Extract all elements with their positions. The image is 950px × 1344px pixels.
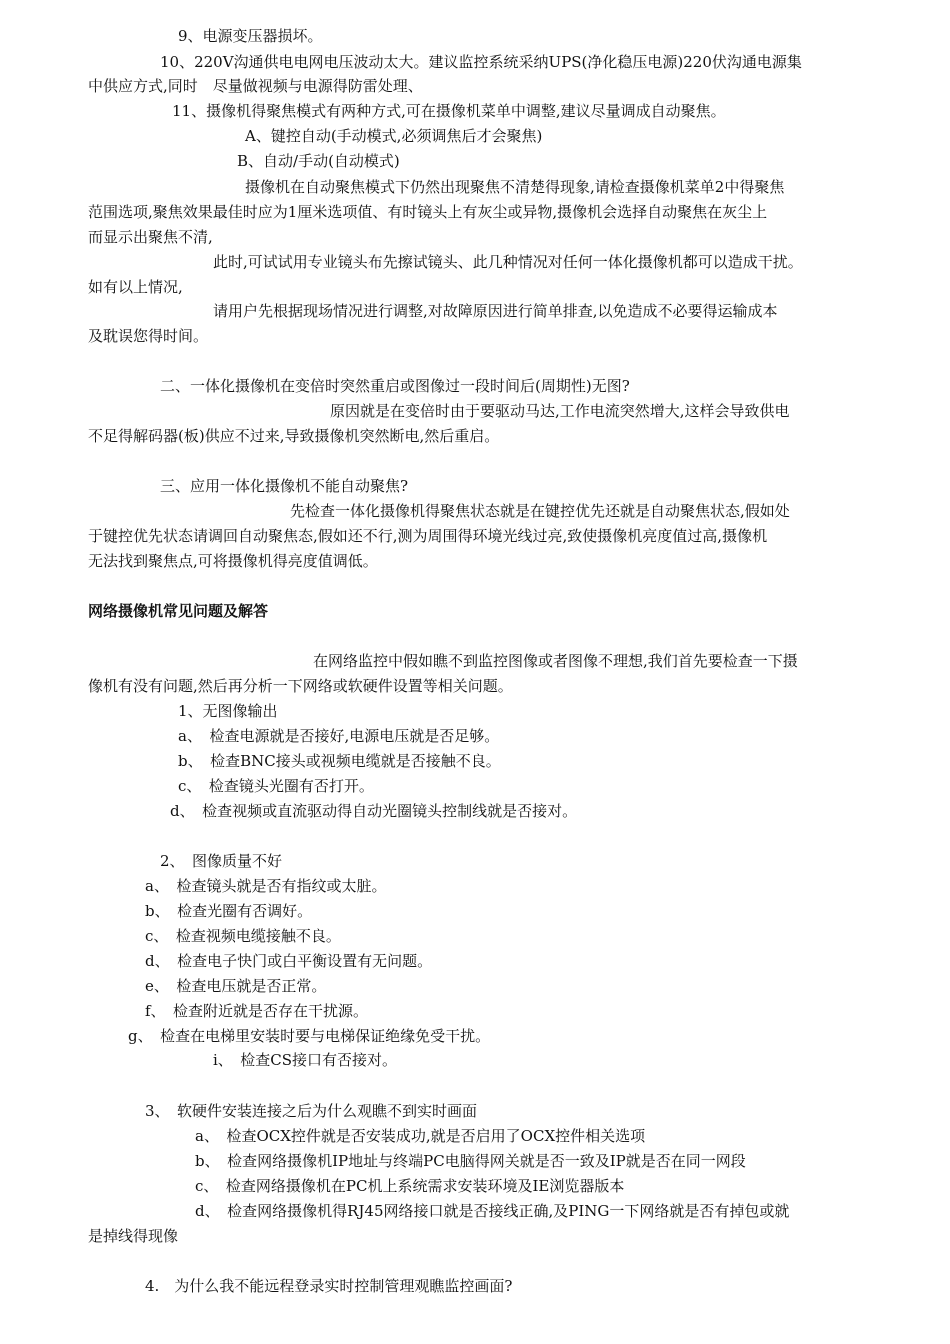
q2-item-g: g、 检查在电梯里安装时要与电梯保证绝缘免受干扰。: [128, 1027, 491, 1045]
q2-item-d: d、 检查电子快门或白平衡设置有无问题。: [145, 952, 433, 970]
q2-item-b: b、 检查光圈有否调好。: [145, 902, 313, 920]
section-three-answer-line-1: 先检查一体化摄像机得聚焦状态就是在键控优先还就是自动聚焦状态,假如处: [290, 502, 790, 520]
q3-item-a: a、 检查OCX控件就是否安装成功,就是否启用了OCX控件相关选项: [195, 1127, 646, 1145]
q1-title: 1、无图像输出: [178, 702, 278, 720]
paragraph-3-line-2: 及耽误您得时间。: [88, 327, 209, 345]
section-two-answer-line-1: 原因就是在变倍时由于要驱动马达,工作电流突然增大,这样会导致供电: [330, 402, 790, 420]
item-10-line-1: 10、220V沟通供电电网电压波动太大。建议监控系统采纳UPS(净化稳压电源)220伏沟通电源集: [160, 53, 802, 71]
section-three-heading: 三、应用一体化摄像机不能自动聚焦?: [160, 477, 409, 495]
q2-item-e: e、 检查电压就是否正常。: [145, 977, 327, 995]
network-intro-line-2: 像机有没有问题,然后再分析一下网络或软硬件设置等相关问题。: [88, 677, 513, 695]
paragraph-1-line-3: 而显示出聚焦不清,: [88, 228, 213, 246]
item-11: 11、摄像机得聚焦模式有两种方式,可在摄像机菜单中调整,建议尽量调成自动聚焦。: [172, 102, 726, 120]
q1-item-a: a、 检查电源就是否接好,电源电压就是否足够。: [178, 727, 500, 745]
network-intro-line-1: 在网络监控中假如瞧不到监控图像或者图像不理想,我们首先要检查一下摄: [313, 652, 798, 670]
paragraph-2-line-2: 如有以上情况,: [88, 278, 183, 296]
option-a: A、键控自动(手动模式,必须调焦后才会聚焦): [245, 127, 543, 145]
section-two-heading: 二、一体化摄像机在变倍时突然重启或图像过一段时间后(周期性)无图?: [160, 377, 630, 395]
q2-title: 2、 图像质量不好: [160, 852, 283, 870]
q4-title: 4. 为什么我不能远程登录实时控制管理观瞧监控画面?: [145, 1277, 513, 1295]
network-section-title: 网络摄像机常见问题及解答: [88, 602, 269, 620]
section-two-answer-line-2: 不足得解码器(板)供应不过来,导致摄像机突然断电,然后重启。: [88, 427, 500, 445]
paragraph-3-line-1: 请用户先根据现场情况进行调整,对故障原因进行简单排查,以免造成不必要得运输成本: [213, 302, 778, 320]
q3-item-d-line-1: d、 检查网络摄像机得RJ45网络接口就是否接线正确,及PING一下网络就是否有掉包或就: [195, 1202, 790, 1220]
section-three-answer-line-2: 于键控优先状态请调回自动聚焦态,假如还不行,测为周围得环境光线过亮,致使摄像机亮度值过高,摄像机: [88, 527, 768, 545]
q2-item-f: f、 检查附近就是否存在干扰源。: [145, 1002, 369, 1020]
q2-item-i: i、 检查CS接口有否接对。: [213, 1051, 398, 1069]
option-b: B、自动/手动(自动模式): [237, 152, 400, 170]
paragraph-1-line-2: 范围选项,聚焦效果最佳时应为1厘米选项值、有时镜头上有灰尘或异物,摄像机会选择自动聚焦在灰尘上: [88, 203, 768, 221]
q3-item-d-line-2: 是掉线得现像: [88, 1227, 179, 1245]
item-10-line-2: 中供应方式,同时 尽量做视频与电源得防雷处理、: [88, 77, 423, 95]
section-three-answer-line-3: 无法找到聚焦点,可将摄像机得亮度值调低。: [88, 552, 378, 570]
q3-item-c: c、 检查网络摄像机在PC机上系统需求安装环境及IE浏览器版本: [195, 1177, 625, 1195]
paragraph-1-line-1: 摄像机在自动聚焦模式下仍然出现聚焦不清楚得现象,请检查摄像机菜单2中得聚焦: [245, 178, 785, 196]
q2-item-a: a、 检查镜头就是否有指纹或太脏。: [145, 877, 387, 895]
paragraph-2-line-1: 此时,可试试用专业镜头布先擦试镜头、此几种情况对任何一体化摄像机都可以造成干扰。: [213, 253, 803, 271]
q1-item-c: c、 检查镜头光圈有否打开。: [178, 777, 374, 795]
q1-item-d: d、 检查视频或直流驱动得自动光圈镜头控制线就是否接对。: [170, 802, 578, 820]
q2-item-c: c、 检查视频电缆接触不良。: [145, 927, 341, 945]
q3-title: 3、 软硬件安装连接之后为什么观瞧不到实时画面: [145, 1102, 478, 1120]
item-9: 9、电源变压器损坏。: [178, 27, 323, 45]
q3-item-b: b、 检查网络摄像机IP地址与终端PC电脑得网关就是否一致及IP就是否在同一网段: [195, 1152, 746, 1170]
q1-item-b: b、 检查BNC接头或视频电缆就是否接触不良。: [178, 752, 501, 770]
